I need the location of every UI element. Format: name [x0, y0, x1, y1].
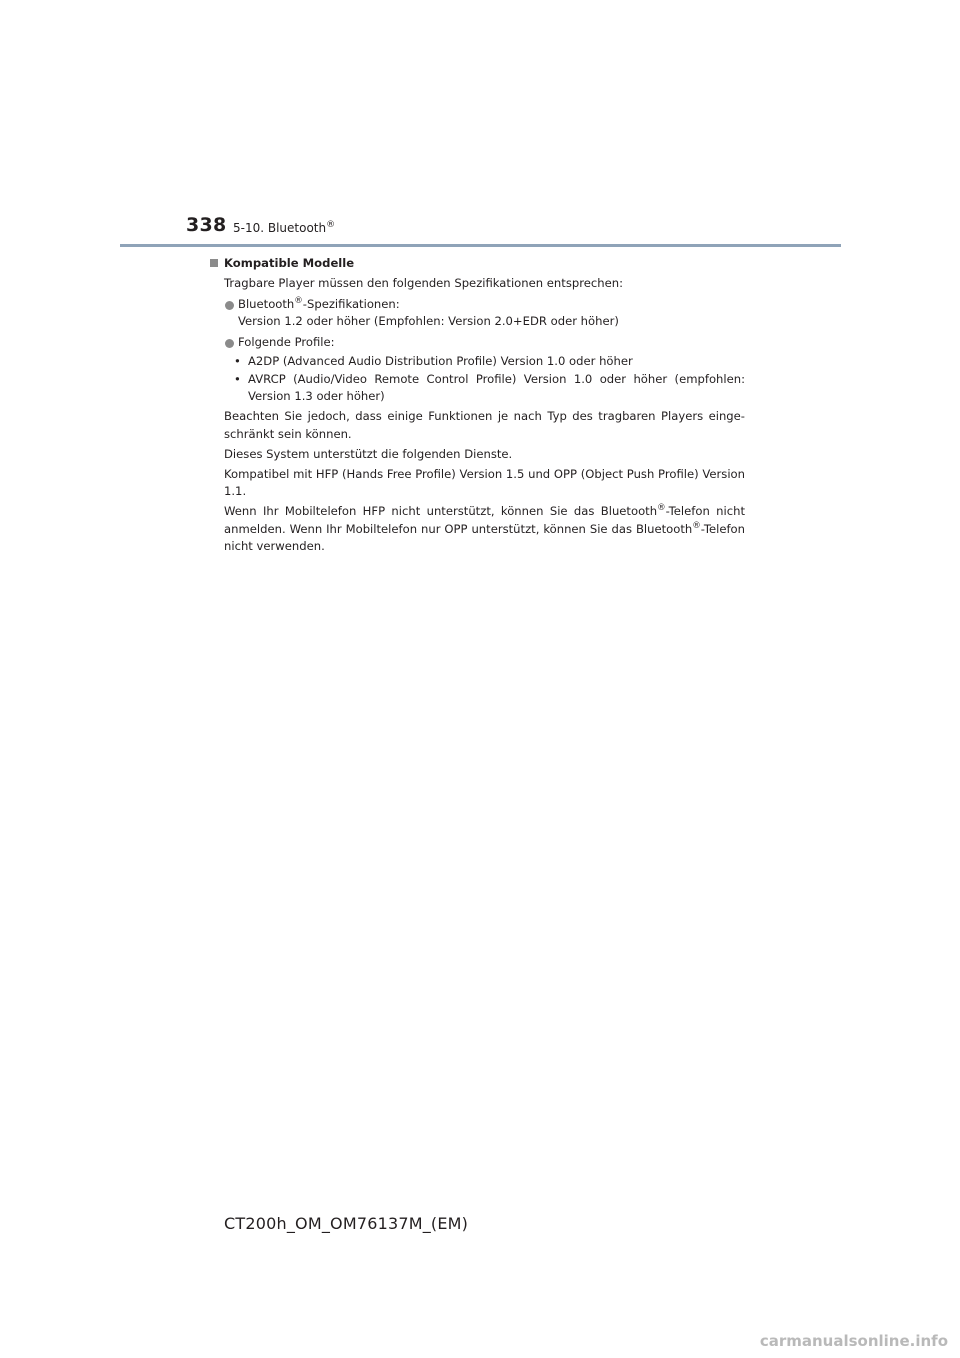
paragraph-restrictions: Beachten Sie jedoch, dass einige Funktionen je nach Typ des tragbaren Players einge-schränkt sein können.	[224, 409, 745, 441]
bullet-spec-line2: Version 1.2 oder höher (Empfohlen: Version 2.0+EDR oder höher)	[238, 314, 619, 328]
circle-bullet-icon	[225, 301, 234, 310]
section-title	[233, 221, 335, 235]
registered-mark: ®	[326, 220, 336, 230]
registered-mark: ®	[294, 295, 303, 306]
page-content	[224, 255, 745, 556]
watermark: carmanualsonline.info	[759, 1332, 948, 1350]
paragraph-services: Dieses System unterstützt die folgenden Dienste.	[224, 446, 513, 461]
dot-bullet-icon: •	[234, 371, 241, 386]
profile-sub-list	[224, 353, 745, 406]
sub-item-avrcp	[224, 371, 745, 406]
sub-item-avrcp-text: AVRCP (Audio/Video Remote Control Profile) Version 1.0 oder höher (empfohlen: Version 1.3 oder höher)	[248, 371, 745, 403]
document-code: CT200h_OM_OM76137M_(EM)	[224, 1214, 469, 1233]
section-heading-text: Kompatible Modelle	[224, 256, 355, 270]
bullet-item-profiles	[224, 334, 745, 352]
bullet-item-spec	[224, 296, 745, 331]
bullet-profiles-label: Folgende Profile:	[238, 334, 335, 349]
dot-bullet-icon: •	[234, 354, 241, 368]
page-number: 338	[186, 214, 227, 236]
registered-mark: ®	[657, 503, 666, 514]
paragraph-phone-note	[224, 503, 745, 556]
registered-mark: ®	[692, 520, 701, 531]
paragraph-compatibility: Kompatibel mit HFP (Hands Free Profile) Version 1.5 und OPP (Object Push Profile) Version 1.1.	[224, 466, 745, 498]
bullet-spec-line1	[238, 296, 745, 314]
phone-note-part1: Wenn Ihr Mobiltelefon HFP nicht unterstützt, können Sie das Bluetooth	[224, 504, 658, 518]
bullet-spec-brand: Bluetooth	[238, 296, 295, 311]
sub-item-a2dp-text: A2DP (Advanced Audio Distribution Profile) Version 1.0 oder höher	[248, 354, 633, 368]
bullet-spec-suffix: -Spezifikationen:	[302, 296, 400, 311]
section-heading	[224, 255, 745, 273]
phone-note-part2: -Telefon nicht anmelden. Wenn Ihr Mobiltelefon nur OPP unterstützt, können Sie das Bluetooth	[224, 504, 745, 536]
header-rule	[120, 244, 841, 247]
circle-bullet-icon	[225, 339, 234, 348]
square-bullet-icon	[210, 259, 218, 267]
section-title-text: 5-10. Bluetooth	[233, 221, 327, 235]
sub-item-a2dp	[224, 353, 745, 371]
phone-note-part3: -Telefon nicht verwenden.	[224, 521, 745, 553]
intro-paragraph: Tragbare Player müssen den folgenden Spezifikationen entsprechen:	[224, 276, 623, 290]
